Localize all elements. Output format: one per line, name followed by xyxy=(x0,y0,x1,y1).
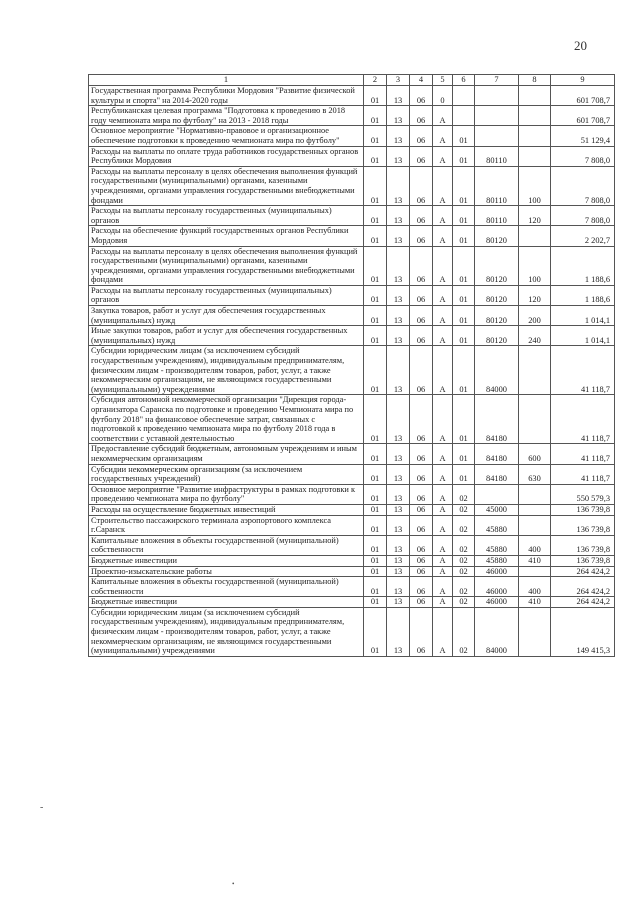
row-code-cell: 06 xyxy=(410,504,433,515)
row-code-cell: 01 xyxy=(364,464,387,484)
row-code-cell: 84180 xyxy=(475,444,519,464)
row-sum-cell: 41 118,7 xyxy=(551,346,615,395)
row-code-cell: 410 xyxy=(519,597,551,608)
row-code-cell: 01 xyxy=(453,464,475,484)
row-code-cell: 01 xyxy=(364,126,387,146)
row-sum-cell: 1 188,6 xyxy=(551,246,615,285)
row-sum-cell: 1 188,6 xyxy=(551,285,615,305)
row-code-cell: 01 xyxy=(364,515,387,535)
row-code-cell: 01 xyxy=(364,444,387,464)
row-code-cell: 80110 xyxy=(475,206,519,226)
header-col-2: 2 xyxy=(364,75,387,86)
row-name-cell: Бюджетные инвестиции xyxy=(89,597,364,608)
row-name-cell: Государственная программа Республики Мордовия "Развитие физической культуры и спорта" на 2014-2020 годы xyxy=(89,86,364,106)
row-code-cell: 06 xyxy=(410,146,433,166)
row-code-cell: 01 xyxy=(364,146,387,166)
header-col-7: 7 xyxy=(475,75,519,86)
row-code-cell: 13 xyxy=(387,166,410,205)
row-code-cell: 06 xyxy=(410,555,433,566)
row-name-cell: Капитальные вложения в объекты государственной (муниципальной) собственности xyxy=(89,577,364,597)
table-row xyxy=(89,597,615,608)
row-code-cell: 01 xyxy=(453,126,475,146)
margin-mark: - xyxy=(40,802,44,813)
row-code-cell: 13 xyxy=(387,555,410,566)
row-code-cell: 06 xyxy=(410,566,433,577)
row-code-cell: 06 xyxy=(410,395,433,444)
row-code-cell: 01 xyxy=(453,444,475,464)
row-code-cell: 01 xyxy=(364,535,387,555)
row-code-cell: 01 xyxy=(453,285,475,305)
row-name-cell: Иные закупки товаров, работ и услуг для обеспечения государственных (муниципальных) нужд xyxy=(89,326,364,346)
row-code-cell: А xyxy=(433,535,453,555)
row-code-cell: 01 xyxy=(364,346,387,395)
row-code-cell: 0 xyxy=(433,86,453,106)
row-code-cell: 13 xyxy=(387,326,410,346)
row-code-cell xyxy=(453,86,475,106)
row-sum-cell: 41 118,7 xyxy=(551,444,615,464)
row-sum-cell: 7 808,0 xyxy=(551,166,615,205)
row-code-cell: 80110 xyxy=(475,166,519,205)
row-code-cell: А xyxy=(433,285,453,305)
row-name-cell: Республиканская целевая программа "Подготовка к проведению в 2018 году чемпионата мира по футболу" на 2013 - 2018 годы xyxy=(89,106,364,126)
row-code-cell: А xyxy=(433,464,453,484)
row-code-cell: 13 xyxy=(387,346,410,395)
row-code-cell: 06 xyxy=(410,535,433,555)
row-name-cell: Субсидии юридическим лицам (за исключением субсидий государственным учреждениям), индивидуальным предпринимателям, физическим лицам - производителям товаров, работ, услуг, а также некоммерческим организациям, не являющимся государственными (муниципальными) учреждениями xyxy=(89,346,364,395)
row-code-cell: 80110 xyxy=(475,146,519,166)
row-code-cell: 01 xyxy=(453,326,475,346)
row-name-cell: Расходы на осуществление бюджетных инвестиций xyxy=(89,504,364,515)
row-code-cell: 02 xyxy=(453,535,475,555)
row-code-cell: 400 xyxy=(519,577,551,597)
row-code-cell: А xyxy=(433,607,453,656)
row-code-cell: 06 xyxy=(410,206,433,226)
row-code-cell: 80120 xyxy=(475,326,519,346)
row-code-cell: 01 xyxy=(364,395,387,444)
row-code-cell: 02 xyxy=(453,515,475,535)
row-code-cell: 06 xyxy=(410,166,433,205)
row-sum-cell: 264 424,2 xyxy=(551,577,615,597)
row-code-cell: А xyxy=(433,106,453,126)
row-code-cell xyxy=(519,515,551,535)
budget-table xyxy=(88,74,615,657)
table-row xyxy=(89,166,615,205)
row-code-cell xyxy=(519,504,551,515)
row-sum-cell: 264 424,2 xyxy=(551,597,615,608)
row-code-cell: 02 xyxy=(453,597,475,608)
row-code-cell: 13 xyxy=(387,126,410,146)
row-sum-cell: 149 415,3 xyxy=(551,607,615,656)
row-code-cell: 100 xyxy=(519,166,551,205)
row-code-cell: 01 xyxy=(364,326,387,346)
row-code-cell: 200 xyxy=(519,306,551,326)
row-code-cell: А xyxy=(433,395,453,444)
row-code-cell: 45000 xyxy=(475,504,519,515)
row-code-cell xyxy=(519,86,551,106)
row-code-cell: 06 xyxy=(410,607,433,656)
row-code-cell: А xyxy=(433,346,453,395)
row-name-cell: Расходы на выплаты персоналу государственных (муниципальных) органов xyxy=(89,206,364,226)
row-name-cell: Расходы на обеспечение функций государственных органов Республики Мордовия xyxy=(89,226,364,246)
row-code-cell: 06 xyxy=(410,577,433,597)
row-code-cell: 01 xyxy=(364,86,387,106)
row-code-cell: 84180 xyxy=(475,464,519,484)
row-code-cell: 46000 xyxy=(475,566,519,577)
row-code-cell: 13 xyxy=(387,566,410,577)
row-code-cell: 06 xyxy=(410,597,433,608)
table-row xyxy=(89,285,615,305)
table-row xyxy=(89,346,615,395)
header-col-9: 9 xyxy=(551,75,615,86)
row-code-cell: 80120 xyxy=(475,246,519,285)
row-code-cell: 01 xyxy=(364,206,387,226)
row-code-cell: 46000 xyxy=(475,597,519,608)
row-code-cell: 01 xyxy=(453,395,475,444)
table-body xyxy=(89,86,615,657)
table-row xyxy=(89,106,615,126)
row-code-cell: 13 xyxy=(387,484,410,504)
row-code-cell: А xyxy=(433,166,453,205)
row-code-cell: 46000 xyxy=(475,577,519,597)
row-name-cell: Субсидия автономной некоммерческой организации "Дирекция города-организатора Саранска по подготовке и проведению Чемпионата мира по футболу 2018" на финансовое обеспечение затрат, связанных с подготовкой к проведению чемпионата мира по футболу 2018 года в соответствии с уставной деятельностью xyxy=(89,395,364,444)
row-sum-cell: 1 014,1 xyxy=(551,326,615,346)
header-col-3: 3 xyxy=(387,75,410,86)
row-code-cell xyxy=(519,395,551,444)
row-code-cell: 13 xyxy=(387,577,410,597)
header-col-1: 1 xyxy=(89,75,364,86)
row-code-cell xyxy=(519,146,551,166)
row-code-cell: 01 xyxy=(364,246,387,285)
row-code-cell: 80120 xyxy=(475,226,519,246)
row-code-cell: 01 xyxy=(364,607,387,656)
row-code-cell xyxy=(519,226,551,246)
row-sum-cell: 2 202,7 xyxy=(551,226,615,246)
row-code-cell: 45880 xyxy=(475,515,519,535)
row-code-cell: 100 xyxy=(519,246,551,285)
row-name-cell: Расходы на выплаты персоналу в целях обеспечения выполнения функций государственными (муниципальными) органами, казенными учреждениями, органами управления государственными внебюджетными фондами xyxy=(89,246,364,285)
table-row xyxy=(89,326,615,346)
table-row xyxy=(89,395,615,444)
row-code-cell: А xyxy=(433,146,453,166)
row-code-cell: 06 xyxy=(410,226,433,246)
row-name-cell: Закупка товаров, работ и услуг для обеспечения государственных (муниципальных) нужд xyxy=(89,306,364,326)
row-code-cell: 06 xyxy=(410,246,433,285)
row-code-cell: 13 xyxy=(387,607,410,656)
row-name-cell: Бюджетные инвестиции xyxy=(89,555,364,566)
row-code-cell: А xyxy=(433,504,453,515)
table-row xyxy=(89,607,615,656)
row-name-cell: Предоставление субсидий бюджетным, автономным учреждениям и иным некоммерческим организациям xyxy=(89,444,364,464)
row-code-cell: 410 xyxy=(519,555,551,566)
page-number: 20 xyxy=(574,38,587,53)
header-col-8: 8 xyxy=(519,75,551,86)
row-code-cell: 02 xyxy=(453,555,475,566)
row-code-cell: 13 xyxy=(387,395,410,444)
table-row xyxy=(89,126,615,146)
row-code-cell: 01 xyxy=(453,346,475,395)
row-code-cell: 01 xyxy=(364,555,387,566)
table-row xyxy=(89,206,615,226)
row-code-cell: А xyxy=(433,306,453,326)
row-code-cell: 13 xyxy=(387,535,410,555)
row-code-cell: 01 xyxy=(364,484,387,504)
row-code-cell: 01 xyxy=(453,226,475,246)
row-sum-cell: 550 579,3 xyxy=(551,484,615,504)
row-code-cell: 630 xyxy=(519,464,551,484)
row-code-cell: 13 xyxy=(387,306,410,326)
table-row xyxy=(89,535,615,555)
row-code-cell xyxy=(519,484,551,504)
row-code-cell: 120 xyxy=(519,206,551,226)
header-col-6: 6 xyxy=(453,75,475,86)
row-code-cell: 01 xyxy=(364,306,387,326)
row-code-cell: А xyxy=(433,444,453,464)
row-code-cell xyxy=(453,106,475,126)
row-code-cell: 01 xyxy=(364,285,387,305)
row-code-cell: 01 xyxy=(453,306,475,326)
row-code-cell: 13 xyxy=(387,444,410,464)
header-row xyxy=(89,75,615,86)
table-row xyxy=(89,515,615,535)
row-sum-cell: 136 739,8 xyxy=(551,535,615,555)
row-code-cell: 02 xyxy=(453,484,475,504)
row-code-cell: 01 xyxy=(453,146,475,166)
header-col-4: 4 xyxy=(410,75,433,86)
row-code-cell: 06 xyxy=(410,346,433,395)
row-code-cell: 120 xyxy=(519,285,551,305)
row-code-cell xyxy=(475,484,519,504)
row-code-cell: 01 xyxy=(453,246,475,285)
row-code-cell: 06 xyxy=(410,106,433,126)
row-code-cell: 06 xyxy=(410,86,433,106)
row-name-cell: Строительство пассажирского терминала аэропортового комплекса г.Саранск xyxy=(89,515,364,535)
row-code-cell xyxy=(519,346,551,395)
row-name-cell: Основное мероприятие "Развитие инфраструктуры в рамках подготовки к проведению чемпионата мира по футболу" xyxy=(89,484,364,504)
table-row xyxy=(89,566,615,577)
row-code-cell: 01 xyxy=(364,577,387,597)
row-name-cell: Расходы на выплаты персоналу в целях обеспечения выполнения функций государственными (муниципальными) органами, казенными учреждениями, органами управления государственными внебюджетными фондами xyxy=(89,166,364,205)
row-code-cell xyxy=(475,106,519,126)
row-code-cell: 01 xyxy=(453,206,475,226)
table-row xyxy=(89,444,615,464)
table-row xyxy=(89,146,615,166)
row-code-cell: А xyxy=(433,206,453,226)
row-code-cell: 02 xyxy=(453,566,475,577)
row-code-cell: 80120 xyxy=(475,285,519,305)
row-code-cell: А xyxy=(433,577,453,597)
row-sum-cell: 7 808,0 xyxy=(551,206,615,226)
row-code-cell: 84180 xyxy=(475,395,519,444)
row-code-cell: 13 xyxy=(387,86,410,106)
table-row xyxy=(89,246,615,285)
row-code-cell xyxy=(519,106,551,126)
row-code-cell: А xyxy=(433,515,453,535)
row-code-cell: 01 xyxy=(364,226,387,246)
row-code-cell: 13 xyxy=(387,515,410,535)
row-sum-cell: 7 808,0 xyxy=(551,146,615,166)
row-code-cell: А xyxy=(433,566,453,577)
row-code-cell: 13 xyxy=(387,246,410,285)
row-code-cell xyxy=(475,86,519,106)
row-code-cell: 80120 xyxy=(475,306,519,326)
row-name-cell: Проектно-изыскательские работы xyxy=(89,566,364,577)
row-sum-cell: 41 118,7 xyxy=(551,395,615,444)
row-code-cell: 13 xyxy=(387,226,410,246)
row-sum-cell: 136 739,8 xyxy=(551,515,615,535)
row-name-cell: Субсидии некоммерческим организациям (за исключением государственных учреждений) xyxy=(89,464,364,484)
row-code-cell: 240 xyxy=(519,326,551,346)
row-code-cell xyxy=(519,566,551,577)
row-code-cell: 01 xyxy=(364,166,387,205)
row-code-cell: А xyxy=(433,126,453,146)
row-code-cell: 01 xyxy=(364,597,387,608)
row-name-cell: Субсидии юридическим лицам (за исключением субсидий государственным учреждениям), индивидуальным предпринимателям, физическим лицам - производителям товаров, работ, услуг, а также некоммерческим организациям, не являющимся государственными (муниципальными) учреждениями xyxy=(89,607,364,656)
row-code-cell: 06 xyxy=(410,326,433,346)
row-code-cell: 01 xyxy=(364,566,387,577)
row-code-cell: А xyxy=(433,484,453,504)
row-sum-cell: 51 129,4 xyxy=(551,126,615,146)
row-code-cell: 01 xyxy=(364,106,387,126)
row-code-cell: 400 xyxy=(519,535,551,555)
row-code-cell xyxy=(519,126,551,146)
row-code-cell: 06 xyxy=(410,444,433,464)
row-code-cell: А xyxy=(433,226,453,246)
row-name-cell: Капитальные вложения в объекты государственной (муниципальной) собственности xyxy=(89,535,364,555)
table-row xyxy=(89,504,615,515)
row-sum-cell: 264 424,2 xyxy=(551,566,615,577)
row-name-cell: Расходы на выплаты по оплате труда работников государственных органов Республики Мордовия xyxy=(89,146,364,166)
table-row xyxy=(89,464,615,484)
row-code-cell: 06 xyxy=(410,306,433,326)
row-sum-cell: 136 739,8 xyxy=(551,504,615,515)
row-code-cell: 02 xyxy=(453,607,475,656)
row-code-cell xyxy=(475,126,519,146)
row-sum-cell: 41 118,7 xyxy=(551,464,615,484)
row-code-cell: 13 xyxy=(387,285,410,305)
row-name-cell: Основное мероприятие "Нормативно-правовое и организационное обеспечение подготовки к проведению чемпионата мира по футболу" xyxy=(89,126,364,146)
row-code-cell: 45880 xyxy=(475,535,519,555)
table-row xyxy=(89,306,615,326)
row-sum-cell: 1 014,1 xyxy=(551,306,615,326)
row-name-cell: Расходы на выплаты персоналу государственных (муниципальных) органов xyxy=(89,285,364,305)
row-code-cell: А xyxy=(433,326,453,346)
scan-dot: • xyxy=(232,880,235,888)
row-code-cell: 06 xyxy=(410,515,433,535)
table-row xyxy=(89,226,615,246)
row-code-cell: 02 xyxy=(453,577,475,597)
table-row xyxy=(89,555,615,566)
row-code-cell: 84000 xyxy=(475,607,519,656)
row-code-cell: 06 xyxy=(410,464,433,484)
row-code-cell: 13 xyxy=(387,146,410,166)
table-row xyxy=(89,577,615,597)
row-sum-cell: 601 708,7 xyxy=(551,86,615,106)
row-code-cell: 06 xyxy=(410,285,433,305)
row-code-cell: 600 xyxy=(519,444,551,464)
row-sum-cell: 601 708,7 xyxy=(551,106,615,126)
row-code-cell: А xyxy=(433,246,453,285)
row-code-cell: 13 xyxy=(387,106,410,126)
row-code-cell xyxy=(519,607,551,656)
row-sum-cell: 136 739,8 xyxy=(551,555,615,566)
row-code-cell: 84000 xyxy=(475,346,519,395)
row-code-cell: 02 xyxy=(453,504,475,515)
row-code-cell: А xyxy=(433,597,453,608)
table-row xyxy=(89,484,615,504)
row-code-cell: 13 xyxy=(387,206,410,226)
row-code-cell: 06 xyxy=(410,126,433,146)
row-code-cell: 01 xyxy=(453,166,475,205)
row-code-cell: 13 xyxy=(387,464,410,484)
header-col-5: 5 xyxy=(433,75,453,86)
row-code-cell: 45880 xyxy=(475,555,519,566)
row-code-cell: 13 xyxy=(387,504,410,515)
row-code-cell: 01 xyxy=(364,504,387,515)
row-code-cell: 13 xyxy=(387,597,410,608)
row-code-cell: 06 xyxy=(410,484,433,504)
row-code-cell: А xyxy=(433,555,453,566)
table-row xyxy=(89,86,615,106)
